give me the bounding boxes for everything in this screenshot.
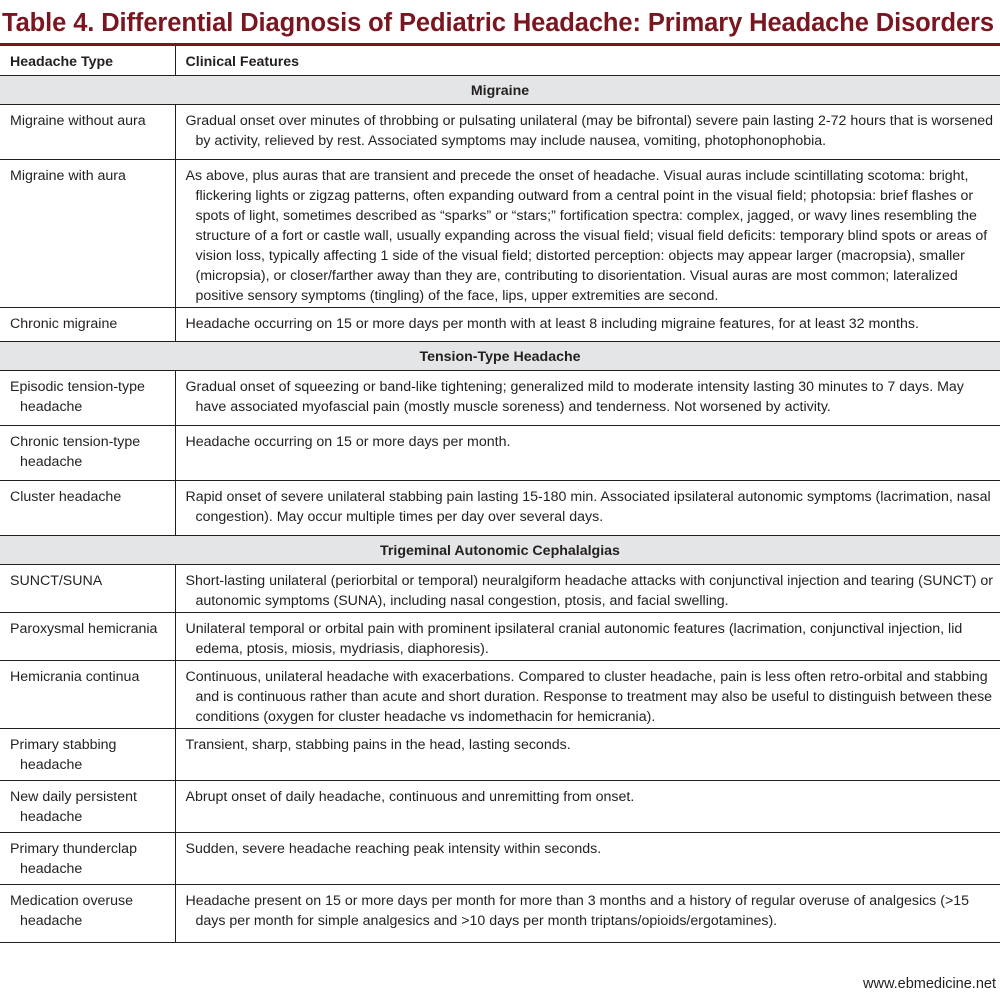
headache-type-text: Cluster headache (10, 488, 122, 505)
clinical-features-cell (175, 660, 1000, 728)
header-headache-type: Headache Type (0, 46, 175, 75)
section-header-row (0, 341, 1000, 370)
clinical-features-text: Headache occurring on 15 or more days per month. (185, 433, 511, 450)
table-row (0, 612, 1000, 660)
headache-type-text: Migraine without aura (10, 112, 146, 129)
clinical-features-cell (175, 370, 1000, 425)
headache-type-text: Paroxysmal hemicrania (10, 620, 158, 637)
section-header: Tension-Type Headache (0, 341, 1000, 370)
section-header-row (0, 535, 1000, 564)
table-row (0, 884, 1000, 942)
headache-type-cell (0, 780, 175, 832)
headache-type-cell (0, 832, 175, 884)
table-row (0, 425, 1000, 480)
clinical-features-cell (175, 612, 1000, 660)
section-header-row (0, 75, 1000, 104)
clinical-features-text: Unilateral temporal or orbital pain with prominent ipsilateral cranial autonomic features (lacrimation, conjunctival injection, lid edema, ptosis, miosis, mydriasis, diaphoresis). (185, 620, 963, 657)
headache-type-text: Migraine with aura (10, 167, 126, 184)
clinical-features-cell (175, 480, 1000, 535)
headache-type-text: Primary stabbing headache (10, 736, 117, 773)
clinical-features-cell (175, 884, 1000, 942)
clinical-features-cell (175, 564, 1000, 612)
table-header-row (0, 46, 1000, 75)
headache-type-text: Medication overuse headache (10, 892, 134, 929)
clinical-features-cell (175, 780, 1000, 832)
clinical-features-cell (175, 425, 1000, 480)
clinical-features-text: Gradual onset of squeezing or band-like tightening; generalized mild to moderate intensity lasting 30 minutes to 7 days. May have associated myofascial pain (mostly muscle soreness) and tenderness. Not worsened by activity. (185, 378, 964, 415)
headache-type-cell (0, 159, 175, 307)
headache-type-cell (0, 564, 175, 612)
clinical-features-text: Transient, sharp, stabbing pains in the head, lasting seconds. (185, 736, 571, 753)
table-row (0, 780, 1000, 832)
headache-type-cell (0, 425, 175, 480)
table-row (0, 564, 1000, 612)
headache-type-text: Chronic tension-type headache (10, 433, 141, 470)
headache-type-cell (0, 884, 175, 942)
headache-type-cell (0, 660, 175, 728)
clinical-features-text: Abrupt onset of daily headache, continuous and unremitting from onset. (185, 788, 635, 805)
headache-type-cell (0, 612, 175, 660)
table-title: Table 4. Differential Diagnosis of Pediatric Headache: Primary Headache Disorders (2, 9, 994, 37)
table-row (0, 307, 1000, 341)
headache-type-text: Primary thunderclap headache (10, 840, 137, 877)
clinical-features-text: As above, plus auras that are transient and precede the onset of headache. Visual auras include scintillating scotoma: bright, flickering lights or zigzag patterns, often expanding outward from a central point in the visual field; photopsia: brief flashes or spots of light, sometimes described as “sparks” or “stars;” fortification spectra: complex, jagged, or wavy lines resembling the structure of a fort or castle wall, usually expanding across the visual field; visual field deficits: temporary blind spots or areas of vision loss, typically affecting 1 side of the visual field; distorted perception: objects may appear larger (macropsia), smaller (micropsia), or closer/farther away than they are, contributing to disorientation. Visual auras are most common; lateralized positive sensory symptoms (tingling) of the face, lips, upper extremities are second. (185, 167, 988, 304)
clinical-features-cell (175, 104, 1000, 159)
headache-type-text: Hemicrania continua (10, 668, 140, 685)
headache-type-text: New daily persistent headache (10, 788, 137, 825)
headache-type-cell (0, 307, 175, 341)
headache-type-cell (0, 480, 175, 535)
clinical-features-text: Headache present on 15 or more days per month for more than 3 months and a history of regular overuse of analgesics (>15 days per month for simple analgesics and >10 days per month triptans/opioids/ergotamines). (185, 892, 970, 929)
clinical-features-cell (175, 307, 1000, 341)
header-clinical-features: Clinical Features (175, 46, 1000, 75)
table-row (0, 480, 1000, 535)
clinical-features-cell (175, 159, 1000, 307)
footer-url: www.ebmedicine.net (863, 976, 996, 992)
clinical-features-text: Sudden, severe headache reaching peak intensity within seconds. (185, 840, 602, 857)
clinical-features-text: Short-lasting unilateral (periorbital or temporal) neuralgiform headache attacks with conjunctival injection and tearing (SUNCT) or autonomic symptoms (SUNA), including nasal congestion, ptosis, and facial swelling. (185, 572, 993, 609)
headache-type-cell (0, 104, 175, 159)
headache-type-text: SUNCT/SUNA (10, 572, 103, 589)
clinical-features-text: Continuous, unilateral headache with exacerbations. Compared to cluster headache, pain is less often retro-orbital and stabbing and is continuous rather than acute and short duration. Response to treatment may also be useful to distinguish between these conditions (oxygen for cluster headache vs indomethacin for hemicrania). (185, 668, 993, 725)
clinical-features-cell (175, 832, 1000, 884)
table-row (0, 660, 1000, 728)
headache-table (0, 46, 1000, 943)
clinical-features-text: Headache occurring on 15 or more days per month with at least 8 including migraine features, for at least 32 months. (185, 315, 919, 332)
section-header: Trigeminal Autonomic Cephalalgias (0, 535, 1000, 564)
table-row (0, 159, 1000, 307)
headache-type-cell (0, 370, 175, 425)
clinical-features-cell (175, 728, 1000, 780)
section-header: Migraine (0, 75, 1000, 104)
table-row (0, 370, 1000, 425)
table-row (0, 104, 1000, 159)
headache-type-text: Episodic tension-type headache (10, 378, 145, 415)
clinical-features-text: Gradual onset over minutes of throbbing or pulsating unilateral (may be bifrontal) severe pain lasting 2-72 hours that is worsened by activity, relieved by rest. Associated symptoms may include nausea, vomiting, photophonophobia. (185, 112, 994, 149)
clinical-features-text: Rapid onset of severe unilateral stabbing pain lasting 15-180 min. Associated ipsilateral autonomic symptoms (lacrimation, nasal congestion). May occur multiple times per day over several days. (185, 488, 991, 525)
headache-type-text: Chronic migraine (10, 315, 118, 332)
table-row (0, 832, 1000, 884)
headache-type-cell (0, 728, 175, 780)
table-row (0, 728, 1000, 780)
